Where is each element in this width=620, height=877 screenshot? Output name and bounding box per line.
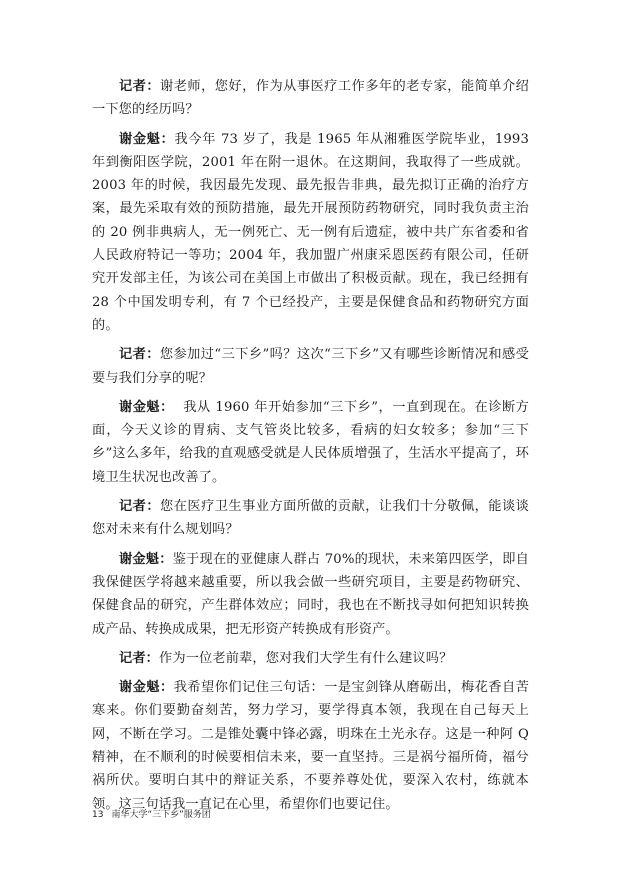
- interview-answer: [92, 396, 529, 489]
- speaker-label: 记者：: [119, 79, 161, 94]
- page-footer: [92, 807, 211, 820]
- interview-answer: [92, 676, 529, 816]
- paragraph-text: 我今年 73 岁了，我是 1965 年从湘雅医学院毕业，1993 年到衡阳医学院，2001 年在附一退休。在这期间，我取得了一些成就。2003 年的时候，我因最先发现、最先报告非典，最先拟订正确的治疗方案，最先采取有效的预防措施，最先开展预防药物研究，同时我负责主治的 20 例非典病人，无一例死亡、无一例有后遗症，被中共广东省委和省人民政府特记一等功；2004 年，我加盟广州康采恩医药有限公司，任研究开发部主任，为该公司在美国上市做出了积极贡献。现在，我已经拥有 28 个中国发明专利，有 7 个已经投产，主要是保健食品和药物研究方面的。: [92, 131, 530, 333]
- speaker-label: 记者：: [119, 499, 161, 515]
- interview-answer: [92, 548, 529, 641]
- page-number: 13: [92, 810, 104, 820]
- speaker-label: 谢金魁：: [119, 551, 173, 567]
- interview-question: [92, 75, 529, 122]
- interview-answer: [92, 128, 529, 338]
- interview-question: [92, 343, 529, 390]
- speaker-label: 记者：: [119, 347, 160, 363]
- speaker-label: 谢金魁：: [119, 399, 174, 415]
- interview-question: [92, 647, 529, 670]
- interview-body: [92, 75, 529, 822]
- speaker-label: 记者：: [119, 650, 160, 666]
- paragraph-text: 我希望你们记住三句话：一是宝剑锋从磨砺出，梅花香自苦寒来。你们要勤奋刻苦，努力学习，要学得真本领，我现在自己每天上网，不断在学习。二是锥处囊中锋必露，明珠在土光永存。这是一种阿 Q 精神，在不顺利的时候要相信未来，要一直坚持。三是祸兮福所倚，福兮祸所伏。要明白其中的辩证关系，不要养尊处优，要深入农村，练就本领。这三句话我一直记在心里，希望你们也要记住。: [92, 680, 529, 812]
- footer-text: 南华大学“三下乡”服务团: [111, 810, 211, 820]
- paragraph-text: 您参加过“三下乡”吗？这次“三下乡”又有哪些诊断情况和感受要与我们分享的呢？: [92, 347, 529, 386]
- paragraph-text: 作为一位老前辈，您对我们大学生有什么建议吗？: [159, 650, 453, 666]
- interview-question: [92, 495, 529, 542]
- speaker-label: 谢金魁：: [119, 131, 175, 147]
- paragraph-text: 鉴于现在的亚健康人群占 70%的现状，未来第四医学，即自我保健医学将越来越重要，所以我会做一些研究项目，主要是药物研究、保健食品的研究，产生群体效应；同时，我也在不断找寻如何把知识转换成产品、转换成成果，把无形资产转换成有形资产。: [92, 551, 529, 637]
- paragraph-text: 您在医疗卫生事业方面所做的贡献，让我们十分敬佩，能谈谈您对未来有什么规划吗？: [92, 499, 529, 538]
- speaker-label: 谢金魁：: [119, 680, 174, 696]
- paragraph-text: 我从 1960 年开始参加“三下乡”，一直到现在。在诊断方面，今天义诊的胃病、支气管炎比较多，看病的妇女较多；参加“三下乡”这么多年，给我的直观感受就是人民体质增强了，生活水平提高了，环境卫生状况也改善了。: [92, 399, 529, 485]
- paragraph-text: 谢老师，您好，作为从事医疗工作多年的老专家，能简单介绍一下您的经历吗？: [92, 79, 529, 118]
